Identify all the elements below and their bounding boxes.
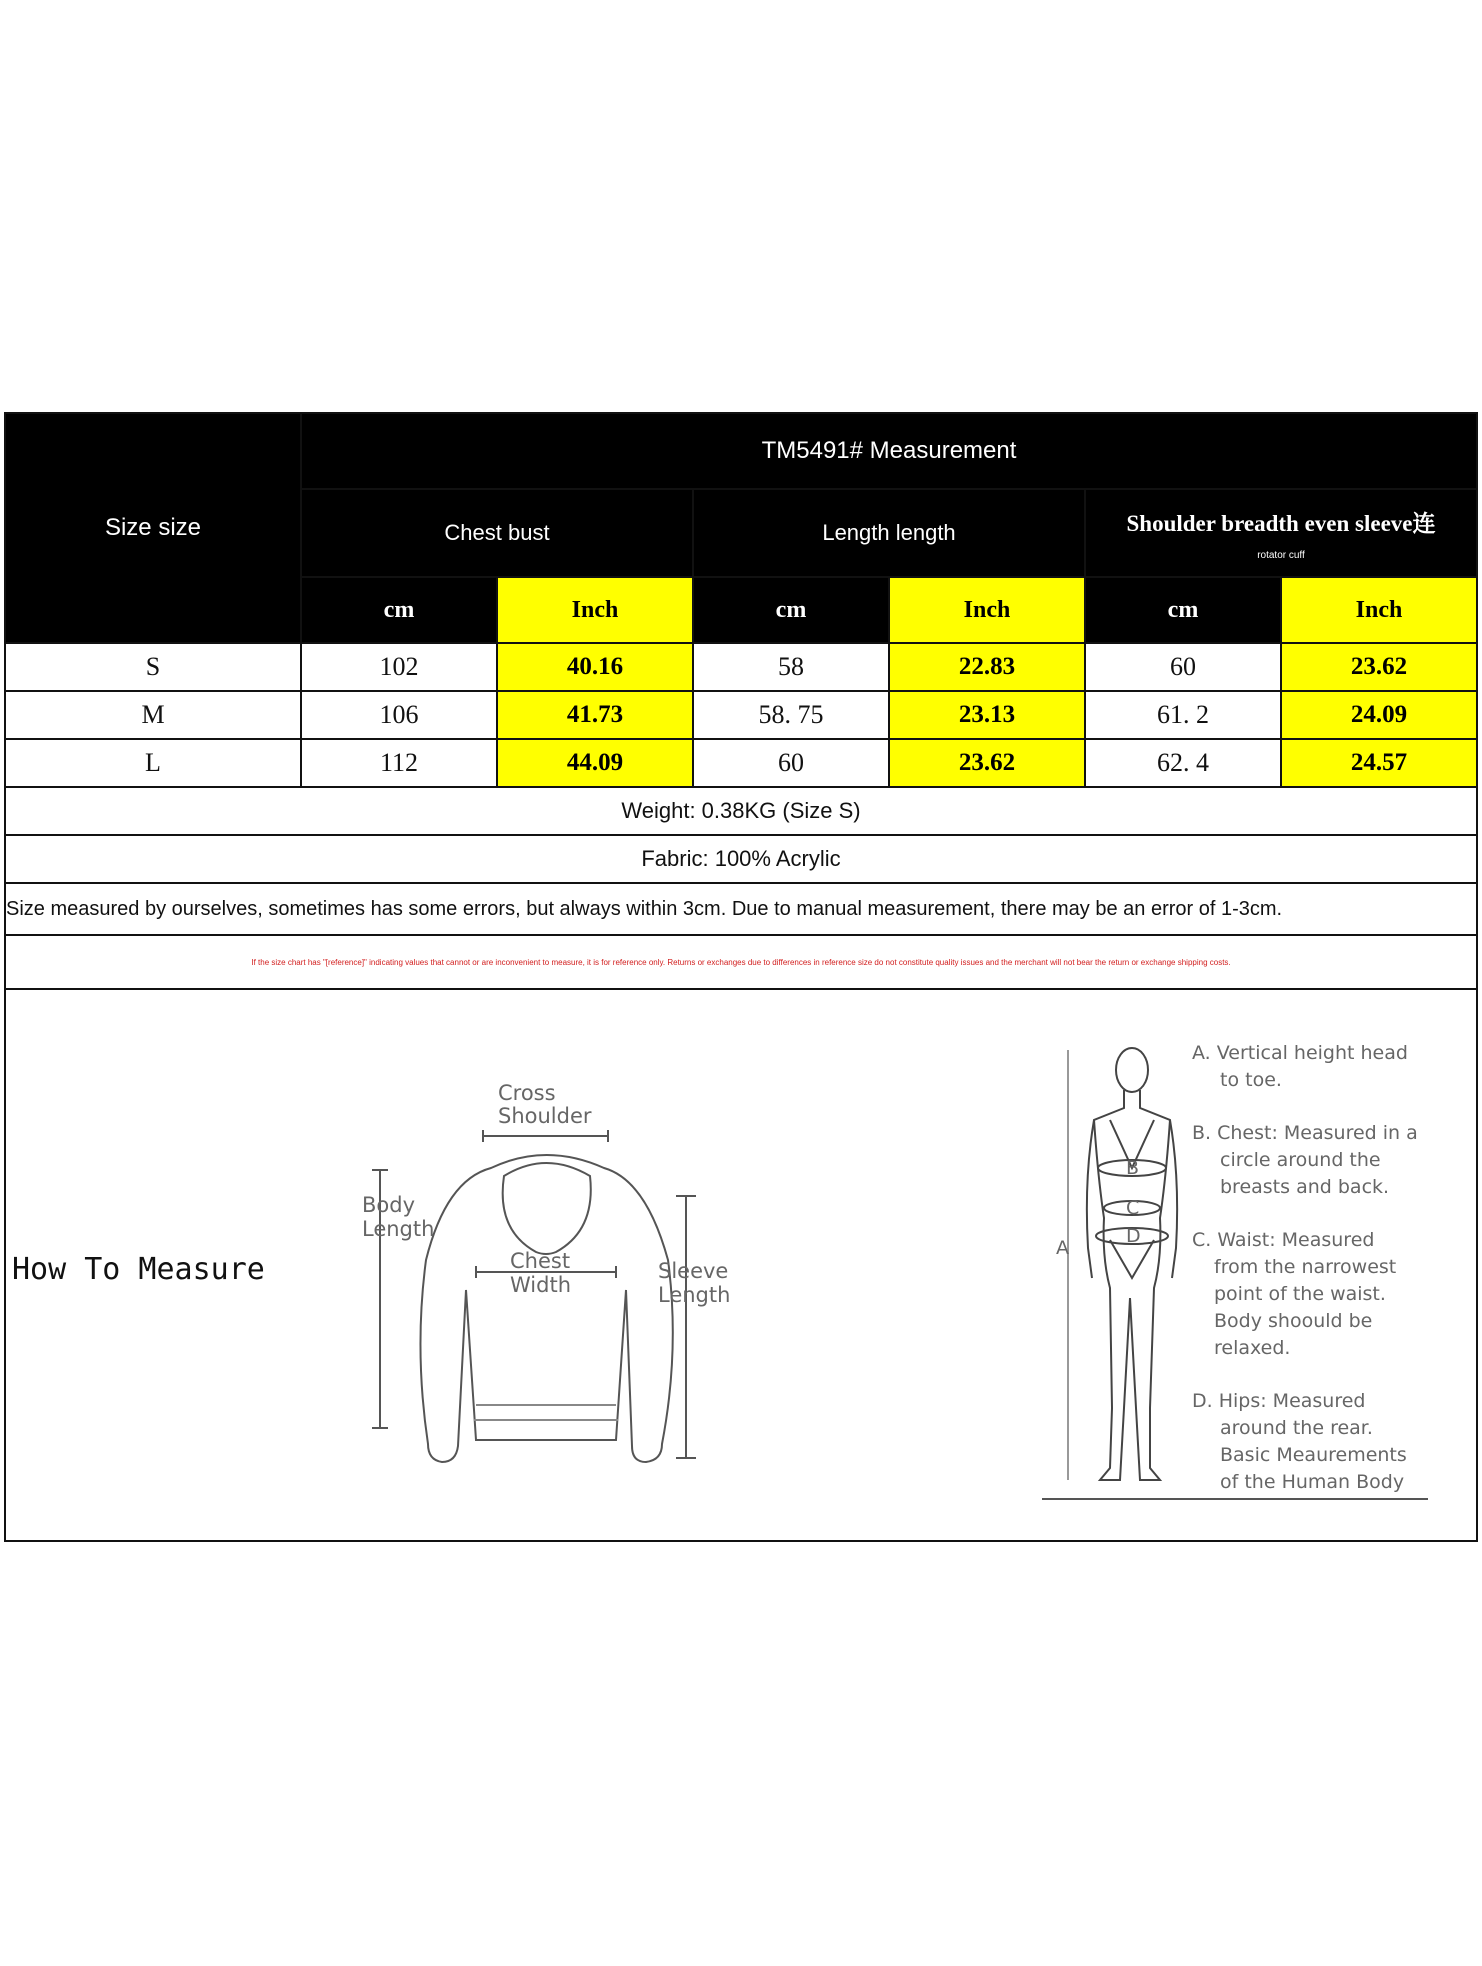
fabric-note: Fabric: 100% Acrylic (5, 835, 1477, 883)
chest-inch-cell: 40.16 (497, 643, 693, 691)
legend-b-line: B. Chest: Measured in a (1192, 1122, 1418, 1144)
legend-b-line: circle around the (1220, 1149, 1381, 1171)
unit-cm: cm (1085, 577, 1281, 643)
cross-shoulder-label: Shoulder (498, 1104, 592, 1128)
body-diagram (1054, 1028, 1204, 1508)
unit-cm: cm (301, 577, 497, 643)
body-length-label: Length (362, 1217, 435, 1241)
weight-note: Weight: 0.38KG (Size S) (5, 787, 1477, 835)
sleeve-length-label: Length (658, 1283, 731, 1307)
chest-width-label: Chest (510, 1249, 571, 1273)
shoulder-inch-cell: 24.57 (1281, 739, 1477, 787)
measurement-table (4, 412, 1478, 1542)
garment-diagram (346, 1050, 766, 1470)
shoulder-inch-cell: 23.62 (1281, 643, 1477, 691)
unit-cm: cm (693, 577, 889, 643)
table-row (5, 739, 1477, 787)
reference-note: If the size chart has "[reference]" indicating values that cannot or are inconvenient to measure, it is for reference only. Returns or exchanges due to differences in reference size do not constitute quality issues and the merchant will not bear the return or exchange shipping costs. (5, 935, 1477, 989)
body-length-label: Body (362, 1193, 416, 1217)
unit-inch: Inch (1281, 577, 1477, 643)
length-inch-cell: 22.83 (889, 643, 1085, 691)
length-inch-cell: 23.62 (889, 739, 1085, 787)
legend-c-line: Body shoould be (1214, 1310, 1373, 1332)
chest-cm-cell: 106 (301, 691, 497, 739)
sleeve-length-label: Sleeve (658, 1259, 729, 1283)
shoulder-inch-cell: 24.09 (1281, 691, 1477, 739)
size-cell: M (5, 691, 301, 739)
chest-inch-cell: 41.73 (497, 691, 693, 739)
length-header: Length length (693, 489, 1085, 577)
shoulder-cm-cell: 62. 4 (1085, 739, 1281, 787)
size-cell: S (5, 643, 301, 691)
length-cm-cell: 60 (693, 739, 889, 787)
how-to-measure-title: How To Measure (12, 1252, 265, 1287)
shoulder-cm-cell: 61. 2 (1085, 691, 1281, 739)
legend-d-line: around the rear. (1220, 1417, 1373, 1439)
chest-inch-cell: 44.09 (497, 739, 693, 787)
legend-d-line: D. Hips: Measured (1192, 1390, 1366, 1412)
shoulder-header-label: Shoulder breadth even sleeve连 (1126, 511, 1436, 536)
shoulder-header (1085, 489, 1477, 577)
size-cell: L (5, 739, 301, 787)
letter-d: D (1126, 1225, 1141, 1247)
legend-d-line: Basic Meaurements (1220, 1444, 1407, 1466)
letter-b: B (1126, 1157, 1140, 1179)
shoulder-cm-cell: 60 (1085, 643, 1281, 691)
size-chart (4, 412, 1476, 1550)
legend-b-line: breasts and back. (1220, 1176, 1390, 1198)
how-to-measure-section (5, 989, 1477, 1541)
cross-shoulder-label: Cross (498, 1081, 556, 1105)
error-note: Size measured by ourselves, sometimes has some errors, but always within 3cm. Due to manual measurement, there may be an error of 1-3cm. (5, 883, 1477, 935)
letter-a: A (1056, 1237, 1069, 1259)
chest-cm-cell: 102 (301, 643, 497, 691)
legend-c-line: C. Waist: Measured (1192, 1229, 1375, 1251)
shoulder-header-sublabel: rotator cuff (1257, 550, 1305, 561)
table-row (5, 643, 1477, 691)
size-header: Size size (5, 413, 301, 643)
length-cm-cell: 58 (693, 643, 889, 691)
legend-c-line: point of the waist. (1214, 1283, 1386, 1305)
length-cm-cell: 58. 75 (693, 691, 889, 739)
chest-bust-header: Chest bust (301, 489, 693, 577)
unit-inch: Inch (497, 577, 693, 643)
unit-inch: Inch (889, 577, 1085, 643)
body-measure-legend (1192, 1040, 1452, 1522)
legend-c-line: relaxed. (1214, 1337, 1291, 1359)
letter-c: C (1126, 1197, 1140, 1219)
chest-cm-cell: 112 (301, 739, 497, 787)
length-inch-cell: 23.13 (889, 691, 1085, 739)
legend-a-line: A. Vertical height head (1192, 1042, 1408, 1064)
legend-c-line: from the narrowest (1214, 1256, 1397, 1278)
legend-d-line: of the Human Body (1220, 1471, 1405, 1493)
legend-a-line: to toe. (1220, 1069, 1282, 1091)
table-title: TM5491# Measurement (301, 413, 1477, 489)
chest-width-label: Width (510, 1273, 572, 1297)
legend-underline (1042, 1498, 1428, 1500)
table-row (5, 691, 1477, 739)
